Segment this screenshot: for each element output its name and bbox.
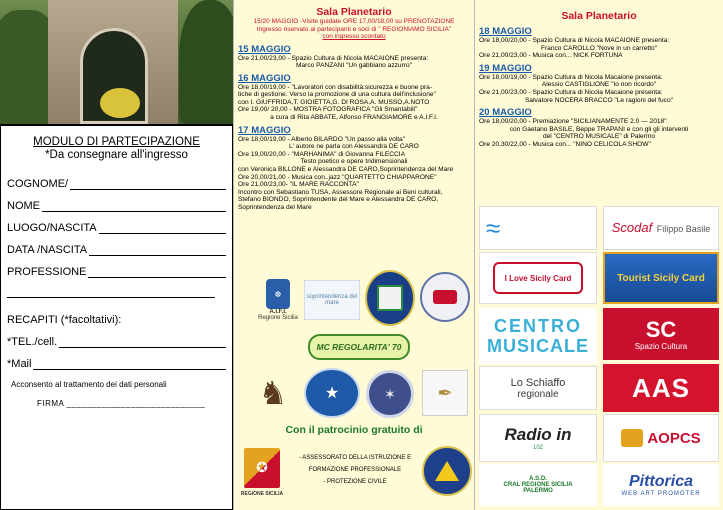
asd-circle-logo: [365, 270, 415, 326]
consent-text: Acconsento al trattamento dei dati personali: [11, 380, 167, 389]
event-17j: Soprintendenza del Mare: [238, 204, 312, 211]
event-17a: Ore 18,00/19,00 - Alberto BILARDO "Un passo alla volta": [238, 135, 406, 143]
regione-sicilia-logo: ✪ REGIONE SICILIA: [240, 442, 284, 502]
intro-line-1: 15/20 MAGGIO -Visite guidate ORE 17,00/18,00 su PRENOTAZIONE: [253, 18, 455, 25]
event-17g: Ore 21,00/23,00- "IL MARE RACCONTA": [238, 181, 359, 189]
cognome-field[interactable]: COGNOME/: [7, 168, 226, 190]
cottolengo-logo: ★: [304, 368, 360, 418]
data-nascita-field[interactable]: DATA /NASCITA: [7, 234, 226, 256]
event-18b: Franco CAROLLO "Nove in un carretto": [540, 44, 658, 52]
day-18: 18 MAGGIO: [479, 26, 532, 37]
event-15a: Ore 21,00/23,00 - Spazio Cultura di Nicola MACAIONE presenta:: [238, 54, 429, 62]
garden-gate-photo: [0, 0, 233, 124]
nome-field[interactable]: NOME: [7, 190, 226, 212]
event-18a: Ore 18,00/20,00 - Spazio Cultura di Nicola MACAIONE presenta:: [479, 37, 670, 44]
lo-schiaffo-logo: Lo Schiaffo regionale: [479, 366, 597, 410]
intro-line-2: Ingresso riservato ai partecipanti e soci di " REGIONIAMO SICILIA": [256, 25, 452, 33]
event-19b: Alessio CASTIGLIONE "Io non ricordo": [541, 81, 657, 89]
firma-field[interactable]: FIRMA ____________________________: [37, 399, 206, 408]
cral-regione-logo: A.S.D. CRAL REGIONE SICILIA PALERMO: [479, 464, 597, 506]
event-17f: Ore 20,00/21,00 - Musica con..jazz "QUARTETTO CHIAPPARONE": [238, 173, 437, 181]
event-19c: Ore 21,00/23,00 - Spazio Cultura di Nicola Macaione presenta:: [479, 88, 663, 96]
aas-logo: AAS: [603, 364, 719, 412]
assessorato-text: - ASSESSORATO DELLA ISTRUZIONE E FORMAZIONE PROFESSIONALE - PROTEZIONE CIVILE: [298, 455, 412, 485]
event-19a: Ore 18,00/19,00 - Spazio Cultura di Nicola Macaione presenta:: [479, 73, 663, 81]
spazio-cultura-logo: SC Spazio Cultura: [603, 308, 719, 360]
event-15b: Marco PANZANI "Un gabbiano azzurro": [296, 62, 412, 70]
event-17c: Ore 19,00/20,00 - "MARHANIMA" di Giovanna FILECCIA: [238, 150, 406, 158]
event-20c: del "CENTRO MUSICALE" di Palermo: [542, 133, 656, 141]
radio-in-logo: Radio in 102: [479, 414, 597, 462]
form-title: MODULO DI PARTECIPAZIONE: [33, 136, 200, 148]
event-19d: Salvatore NOCERA BRACCO "Le ragioni del fuco": [525, 96, 673, 104]
chess-pieces-logo: ♞: [258, 375, 288, 411]
tourist-sicily-card-logo: Tourist Sicily Card: [603, 252, 719, 304]
day-17: 17 MAGGIO: [238, 124, 291, 136]
aopcs-logo: AOPCS: [603, 414, 719, 462]
pittorica-logo: Pittorica WEB ART PROMOTER: [603, 464, 719, 506]
mc-regolarita-logo: MC REGOLARITA' 70: [308, 334, 410, 360]
patrocinio-heading: Con il patrocinio gratuito di: [285, 424, 423, 436]
mid-title: Sala Planetario: [316, 6, 392, 18]
tel-field[interactable]: *TEL./cell.: [7, 326, 226, 348]
event-17e: con Veronica BILLONE e Alessandra DE CARO,Soprintendenza del Mare: [238, 166, 454, 174]
event-16d: Ore 19,00/ 20,00 - MOSTRA FOTOGRAFICA "Gli Smantabili": [238, 106, 418, 114]
seal-logo: ✶: [366, 370, 414, 418]
scodaf-logo: Scodaf Filippo Basile: [603, 206, 719, 250]
feather-logo: ✒: [422, 370, 468, 416]
extra-line[interactable]: [7, 280, 215, 298]
event-16e: a cura di Rita ABBATE, Alfonso FRANGIAMORE e A.I.F.I.: [270, 114, 438, 122]
event-16c: con I. GIUFFRIDA,T. GIOIETTA,G. DI ROSA,A. MUSSO,A.NOTO: [238, 98, 430, 106]
event-17h: Incontro con Sebastiano TUSA, Assessore Regionale ai Beni culturali,: [238, 188, 443, 196]
event-16b: tiche di gestione. Verso la promozione di una cultura dell'inclusione": [238, 91, 436, 99]
day-19: 19 MAGGIO: [479, 62, 532, 74]
event-17d: Testo poetico e opere tridimensionali: [300, 158, 408, 166]
association-round-logo: [420, 272, 470, 322]
event-17b: L' autore ne parla con Alessandra DE CARO: [289, 143, 419, 151]
middle-panel: [233, 0, 475, 510]
day-20: 20 MAGGIO: [479, 107, 532, 119]
participation-form: [0, 124, 233, 510]
recapiti-label: RECAPITI (*facoltativi):: [7, 314, 122, 326]
professione-field[interactable]: PROFESSIONE: [7, 256, 226, 278]
luogo-nascita-field[interactable]: LUOGO/NASCITA: [7, 212, 226, 234]
event-16a: Ore 18,00/19,00 - "Lavoratori con disabilità:sicurezza e buone pra-: [238, 83, 433, 91]
day-15: 15 MAGGIO: [238, 43, 291, 55]
event-18c: Ore 21,00/23,00 - Musica con... NICK FORTUNA: [479, 52, 623, 60]
protezione-civile-logo: [422, 446, 472, 496]
aifi-logo: ☸ A.I.F.I. Regione Sicilia: [258, 272, 298, 328]
day-16: 16 MAGGIO: [238, 72, 291, 84]
soprintendenza-mare-logo: soprintendenza del mare: [304, 280, 360, 320]
right-title: Sala Planetario: [561, 10, 637, 22]
right-panel: [475, 0, 723, 510]
event-20a: Ore 18,00/20,00 - Premiazione "SICILIANAMENTE 2.0 — 2018": [479, 118, 667, 126]
left-panel: [0, 0, 233, 510]
event-20d: Ore 20,30/22,00 - Musica con... "NINO CELICOLA SHOW": [479, 140, 651, 148]
wave-logo: ≈: [479, 206, 597, 250]
centro-musicale-logo: CENTRO MUSICALE: [479, 308, 597, 364]
love-sicily-card-logo: I Love Sicily Card: [479, 252, 597, 304]
mail-field[interactable]: *Mail: [7, 348, 226, 370]
event-17i: Stefano BIONDO, Soprintendente del Mare e Alessandra DE CARO,: [238, 196, 439, 204]
event-20b: con Gaetano BASILE, Beppe TRAPANI e con gli gli interventi: [509, 125, 689, 133]
form-subtitle: *Da consegnare all'ingresso: [45, 149, 188, 161]
intro-line-3: con ingresso scontato: [322, 33, 386, 40]
